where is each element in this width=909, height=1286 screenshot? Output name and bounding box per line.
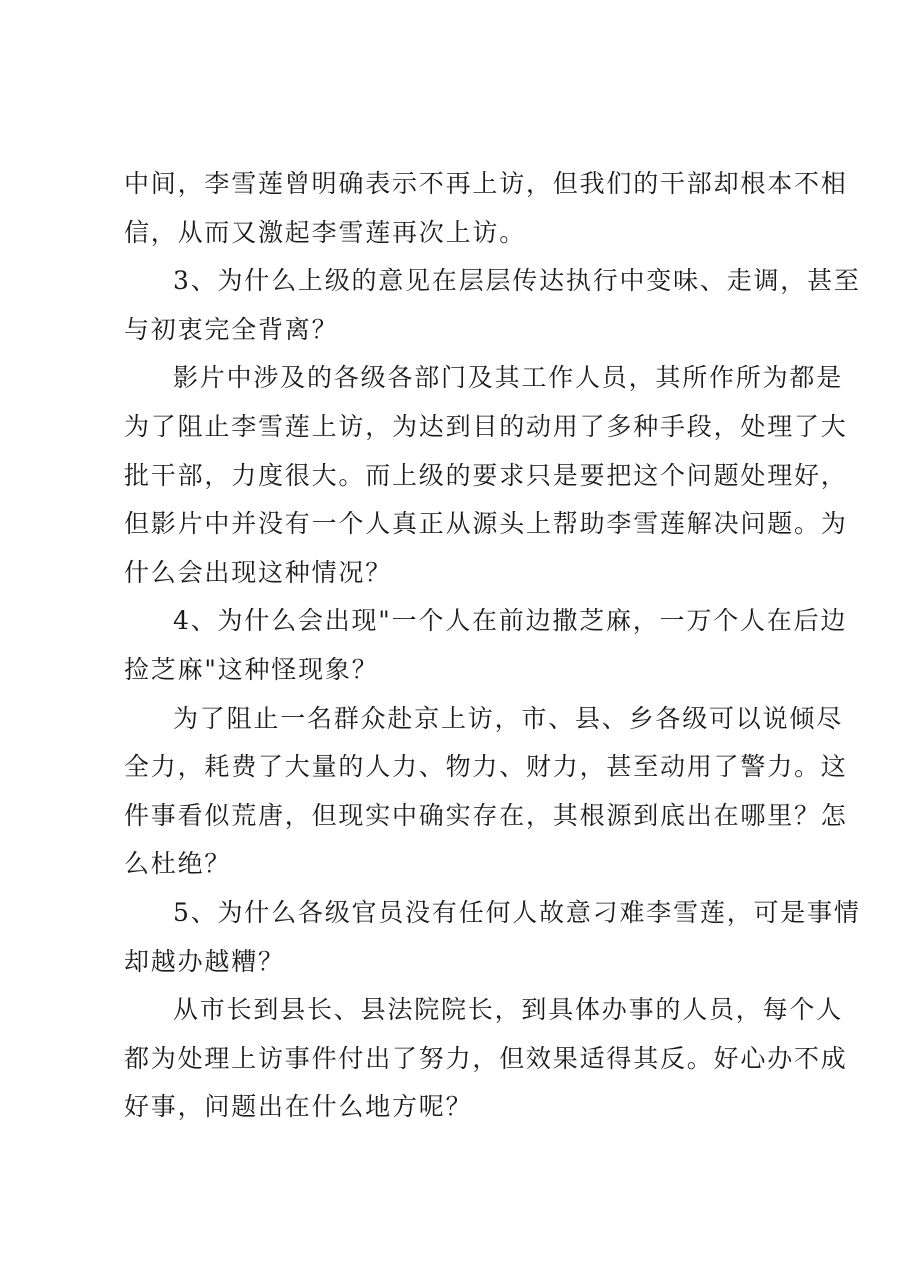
paragraph-start: 为了阻止一名群众赴京上访，市、县、乡各级可以说倾尽 (173, 703, 844, 733)
text-line: 什么会出现这种情况？ (124, 557, 393, 587)
question-heading: 4、为什么会出现"一个人在前边撒芝麻，一万个人在后边 (173, 606, 848, 636)
text-line: 为了阻止李雪莲上访，为达到目的动用了多种手段，处理了大 (124, 411, 848, 441)
question-heading: 3、为什么上级的意见在层层传达执行中变味、走调，甚至 (173, 266, 861, 296)
text-line: 信，从而又激起李雪莲再次上访。 (124, 217, 527, 247)
text-line: 但影片中并没有一个人真正从源头上帮助李雪莲解决问题。为 (124, 509, 848, 539)
paragraph-start: 影片中涉及的各级各部门及其工作人员，其所作所为都是 (173, 363, 844, 393)
text-line: 中间，李雪莲曾明确表示不再上访，但我们的干部却根本不相 (124, 169, 848, 198)
text-line: 捡芝麻"这种怪现象？ (124, 654, 379, 684)
document-body (124, 160, 861, 1132)
text-line: 么杜绝？ (124, 849, 232, 879)
text-line: 却越办越糟？ (124, 946, 285, 976)
text-line: 全力，耗费了大量的人力、物力、财力，甚至动用了警力。这 (124, 752, 848, 782)
text-line: 件事看似荒唐，但现实中确实存在，其根源到底出在哪里？怎 (124, 800, 848, 830)
text-line: 都为处理上访事件付出了努力，但效果适得其反。好心办不成 (124, 1043, 848, 1073)
text-line: 好事，问题出在什么地方呢？ (124, 1092, 473, 1122)
text-line: 批干部，力度很大。而上级的要求只是要把这个问题处理好， (124, 460, 848, 490)
question-heading: 5、为什么各级官员没有任何人故意刁难李雪莲，可是事情 (173, 897, 861, 927)
paragraph-start: 从市长到县长、县法院院长，到具体办事的人员，每个人 (173, 995, 844, 1025)
text-line: 与初衷完全背离？ (124, 314, 339, 344)
